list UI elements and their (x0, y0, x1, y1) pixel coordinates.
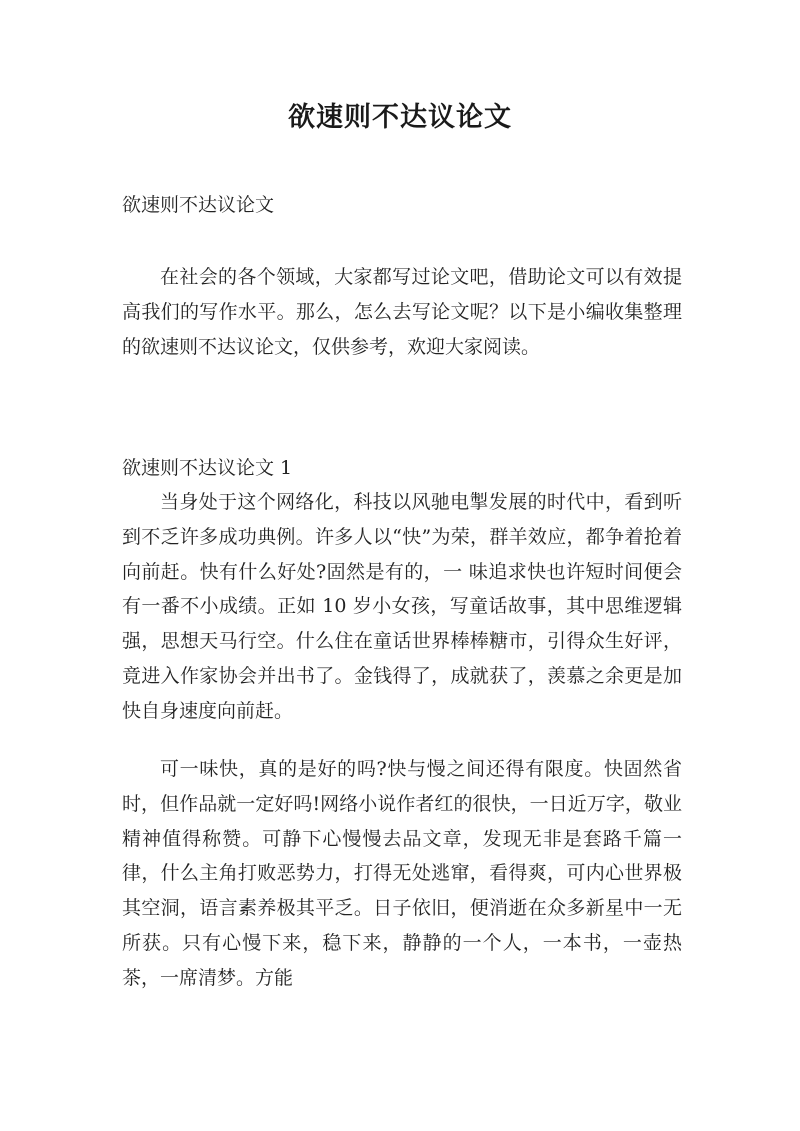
document-subtitle: 欲速则不达议论文 (122, 194, 275, 216)
section-heading: 欲速则不达议论文 1 (122, 457, 293, 479)
body-paragraph-1: 当身处于这个网络化，科技以风驰电掣发展的时代中，看到听到不乏许多成功典例。许多人以“快”为荣，群羊效应，都争着抢着向前赶。快有什么好处?固然是有的，一 味追求快也许短时间便会有一番不小成绩。正如 10 岁小女孩，写童话故事，其中思维逻辑强，思想天马行空。什么住在童话世界棒棒糖市，引得众生好评，竟进入作家协会并出书了。金钱得了，成就获了，羡慕之余更是加快自身速度向前赶。 (122, 491, 682, 722)
intro-paragraph: 在社会的各个领域，大家都写过论文吧，借助论文可以有效提高我们的写作水平。那么，怎么去写论文呢？以下是小编收集整理的欲速则不达议论文，仅供参考，欢迎大家阅读。 (122, 266, 682, 358)
body-paragraph-2: 可一味快，真的是好的吗?快与慢之间还得有限度。快固然省时，但作品就一定好吗!网络小说作者红的很快，一日近万字，敬业精神值得称赞。可静下心慢慢去品文章，发现无非是套路千篇一律，什么主角打败恶势力，打得无处逃窜，看得爽，可内心世界极其空洞，语言素养极其平乏。日子依旧，便消逝在众多新星中一无所获。只有心慢下来，稳下来，静静的一个人，一本书，一壶热茶，一席清梦。方能 (122, 758, 682, 989)
document-title: 欲速则不达议论文 (288, 102, 512, 133)
